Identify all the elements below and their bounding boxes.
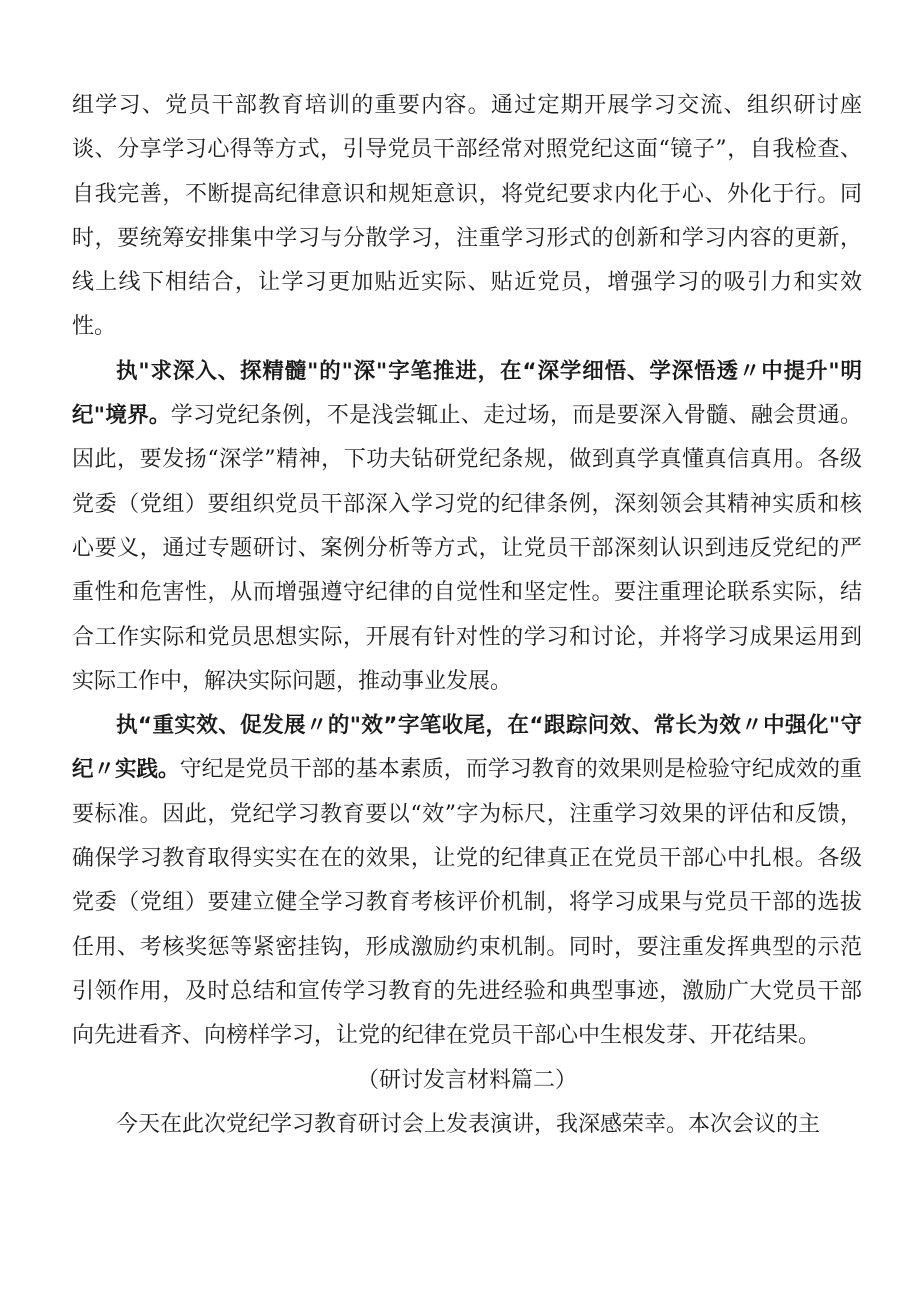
paragraph-effectiveness — [72, 704, 862, 1058]
paragraph-continuation — [72, 84, 862, 350]
document-page — [72, 84, 862, 1147]
section-title: （研讨发言材料篇二） — [356, 1067, 577, 1093]
paragraph-opening-speech: 今天在此次党纪学习教育研讨会上发表演讲，我深感荣幸。本次会议的主 — [116, 1111, 821, 1137]
paragraph-text: 组学习、党员干部教育培训的重要内容。通过定期开展学习交流、组织研讨座谈、分享学习心得等方式，引导党员干部经常对照党纪这面“镜子”，自我检查、自我完善，不断提高纪律意识和规矩意识，将党纪要求内化于心、外化于行。同时，要统筹安排集中学习与分散学习，注重学习形式的创新和学习内容的更新，线上线下相结合，让学习更加贴近实际、贴近党员，增强学习的吸引力和实效性。 — [72, 93, 862, 340]
paragraph-lead-heading: 执"求深入、探精髓"的"深"字笔推进，在“深学细悟、学深悟透〃中提升"明纪"境界。 — [72, 358, 862, 429]
paragraph-lead-heading: 执“重实效、促发展〃的"效”字笔收尾，在“跟踪问效、常长为效〃中强化"守纪〃实践。 — [72, 713, 862, 783]
paragraph-text: 守纪是党员干部的基本素质，而学习教育的效果则是检验守纪成效的重要标准。因此，党纪学习教育要以“效”字为标尺，注重学习效果的评估和反馈，确保学习教育取得实实在在的效果，让党的纪律真正在党员干部心中扎根。各级党委（党组）要建立健全学习教育考核评价机制，将学习成果与党员干部的选拔任用、考核奖惩等紧密挂钩，形成激励约束机制。同时，要注重发挥典型的示范引领作用，及时总结和宣传学习教育的先进经验和典型事迹，激励广大党员干部向先进看齐、向榜样学习，让党的纪律在党员干部心中生根发芽、开花结果。 — [72, 757, 862, 1049]
paragraph-text: 学习党纪条例，不是浅尝辄止、走过场，而是要深入骨髓、融会贯通。因此，要发扬“深学”精神，下功夫钻研党纪条规，做到真学真懂真信真用。各级党委（党组）要组织党员干部深入学习党的纪律条例，深刻领会其精神实质和核心要义，通过专题研讨、案例分析等方式，让党员干部深刻认识到违反党纪的严重性和危害性，从而增强遵守纪律的自觉性和坚定性。要注重理论联系实际，结合工作实际和党员思想实际，开展有针对性的学习和讨论，并将学习成果运用到实际工作中，解决实际问题，推动事业发展。 — [72, 403, 862, 694]
paragraph-deep-study — [72, 350, 862, 704]
